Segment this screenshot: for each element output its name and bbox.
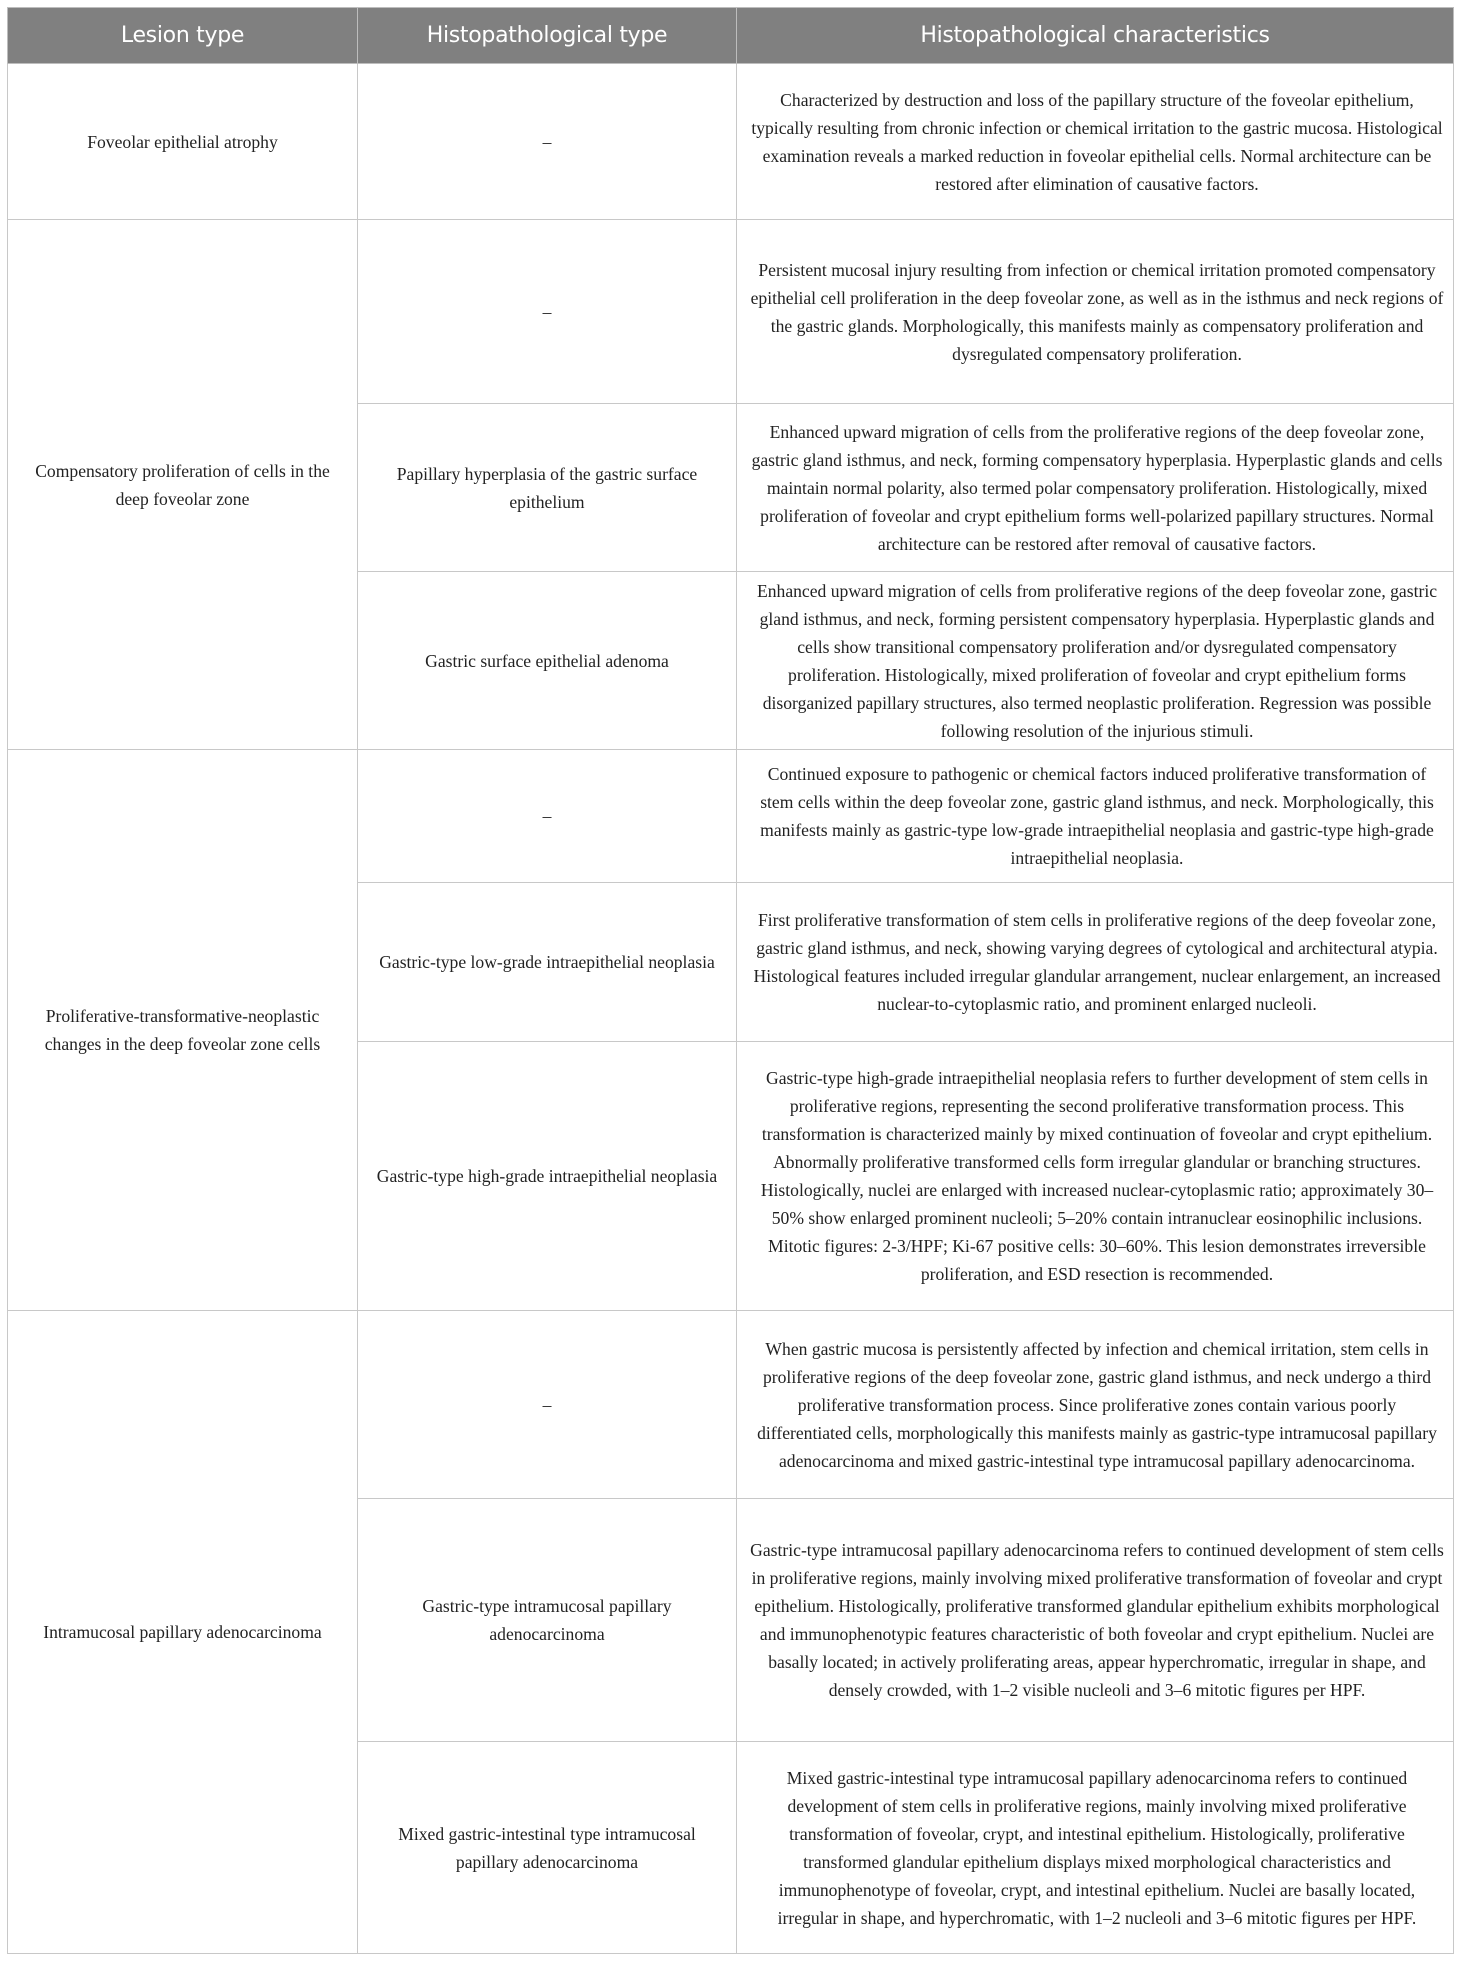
table-row [8,750,1454,883]
lesion-histopathology-table [7,7,1454,1954]
characteristics-cell: Enhanced upward migration of cells from proliferative regions of the deep foveolar zone, gastric gland isthmus, and neck, forming persistent compensatory hyperplasia. Hyperplastic glands and cells show transitional compensatory proliferation and/or dysregulated compensatory proliferation. Histologically, mixed proliferation of foveolar and crypt epithelium forms disorganized papillary structures, also termed neoplastic proliferation. Regression was possible following resolution of the injurious stimuli. [737,572,1454,750]
characteristics-cell: Mixed gastric-intestinal type intramucosal papillary adenocarcinoma refers to continued development of stem cells in proliferative regions, mainly involving mixed proliferative transformation of foveolar, crypt, and intestinal epithelium. Histologically, proliferative transformed glandular epithelium displays mixed morphological characteristics and immunophenotype of foveolar, crypt, and intestinal epithelium. Nuclei are basally located, irregular in shape, and hyperchromatic, with 1–2 nucleoli and 3–6 mitotic figures per HPF. [737,1742,1454,1954]
histo-type-cell: Papillary hyperplasia of the gastric surface epithelium [358,404,737,572]
characteristics-cell: Gastric-type intramucosal papillary adenocarcinoma refers to continued development of stem cells in proliferative regions, mainly involving mixed proliferative transformation of foveolar and crypt epithelium. Histologically, proliferative transformed glandular epithelium exhibits morphological and immunophenotypic features characteristic of both foveolar and crypt epithelium. Nuclei are basally located; in actively proliferating areas, appear hyperchromatic, irregular in shape, and densely crowded, with 1–2 visible nucleoli and 3–6 mitotic figures per HPF. [737,1499,1454,1742]
lesion-type-cell: Compensatory proliferation of cells in the deep foveolar zone [8,220,358,750]
characteristics-cell: First proliferative transformation of stem cells in proliferative regions of the deep foveolar zone, gastric gland isthmus, and neck, showing varying degrees of cytological and architectural atypia. Histological features included irregular glandular arrangement, nuclear enlargement, an increased nuclear-to-cytoplasmic ratio, and prominent enlarged nucleoli. [737,883,1454,1042]
lesion-type-cell: Intramucosal papillary adenocarcinoma [8,1311,358,1954]
characteristics-cell: Enhanced upward migration of cells from the proliferative regions of the deep foveolar zone, gastric gland isthmus, and neck, forming compensatory hyperplasia. Hyperplastic glands and cells maintain normal polarity, also termed polar compensatory proliferation. Histologically, mixed proliferation of foveolar and crypt epithelium forms well-polarized papillary structures. Normal architecture can be restored after removal of causative factors. [737,404,1454,572]
characteristics-cell: When gastric mucosa is persistently affected by infection and chemical irritation, stem cells in proliferative regions of the deep foveolar zone, gastric gland isthmus, and neck undergo a third proliferative transformation process. Since proliferative zones contain various poorly differentiated cells, morphologically this manifests mainly as gastric-type intramucosal papillary adenocarcinoma and mixed gastric-intestinal type intramucosal papillary adenocarcinoma. [737,1311,1454,1499]
histo-type-cell: Gastric-type low-grade intraepithelial neoplasia [358,883,737,1042]
histo-type-cell: Gastric-type high-grade intraepithelial neoplasia [358,1042,737,1311]
histo-type-cell: – [358,1311,737,1499]
histo-type-cell: – [358,220,737,404]
lesion-type-cell: Proliferative-transformative-neoplastic changes in the deep foveolar zone cells [8,750,358,1311]
characteristics-cell: Characterized by destruction and loss of the papillary structure of the foveolar epithelium, typically resulting from chronic infection or chemical irritation to the gastric mucosa. Histological examination reveals a marked reduction in foveolar epithelial cells. Normal architecture can be restored after elimination of causative factors. [737,64,1454,220]
header-lesion-type: Lesion type [8,8,358,64]
table-row [8,1311,1454,1499]
table-row [8,220,1454,404]
histo-type-cell: – [358,750,737,883]
histo-type-cell: Mixed gastric-intestinal type intramucosal papillary adenocarcinoma [358,1742,737,1954]
header-row [8,8,1454,64]
lesion-type-cell: Foveolar epithelial atrophy [8,64,358,220]
header-histopathological-type: Histopathological type [358,8,737,64]
characteristics-cell: Continued exposure to pathogenic or chemical factors induced proliferative transformation of stem cells within the deep foveolar zone, gastric gland isthmus, and neck. Morphologically, this manifests mainly as gastric-type low-grade intraepithelial neoplasia and gastric-type high-grade intraepithelial neoplasia. [737,750,1454,883]
header-histopathological-characteristics: Histopathological characteristics [737,8,1454,64]
histo-type-cell: Gastric surface epithelial adenoma [358,572,737,750]
characteristics-cell: Gastric-type high-grade intraepithelial neoplasia refers to further development of stem cells in proliferative regions, representing the second proliferative transformation process. This transformation is characterized mainly by mixed continuation of foveolar and crypt epithelium. Abnormally proliferative transformed cells form irregular glandular or branching structures. Histologically, nuclei are enlarged with increased nuclear-cytoplasmic ratio; approximately 30–50% show enlarged prominent nucleoli; 5–20% contain intranuclear eosinophilic inclusions. Mitotic figures: 2-3/HPF; Ki-67 positive cells: 30–60%. This lesion demonstrates irreversible proliferation, and ESD resection is recommended. [737,1042,1454,1311]
histo-type-cell: – [358,64,737,220]
characteristics-cell: Persistent mucosal injury resulting from infection or chemical irritation promoted compensatory epithelial cell proliferation in the deep foveolar zone, as well as in the isthmus and neck regions of the gastric glands. Morphologically, this manifests mainly as compensatory proliferation and dysregulated compensatory proliferation. [737,220,1454,404]
table-row [8,64,1454,220]
histo-type-cell: Gastric-type intramucosal papillary adenocarcinoma [358,1499,737,1742]
